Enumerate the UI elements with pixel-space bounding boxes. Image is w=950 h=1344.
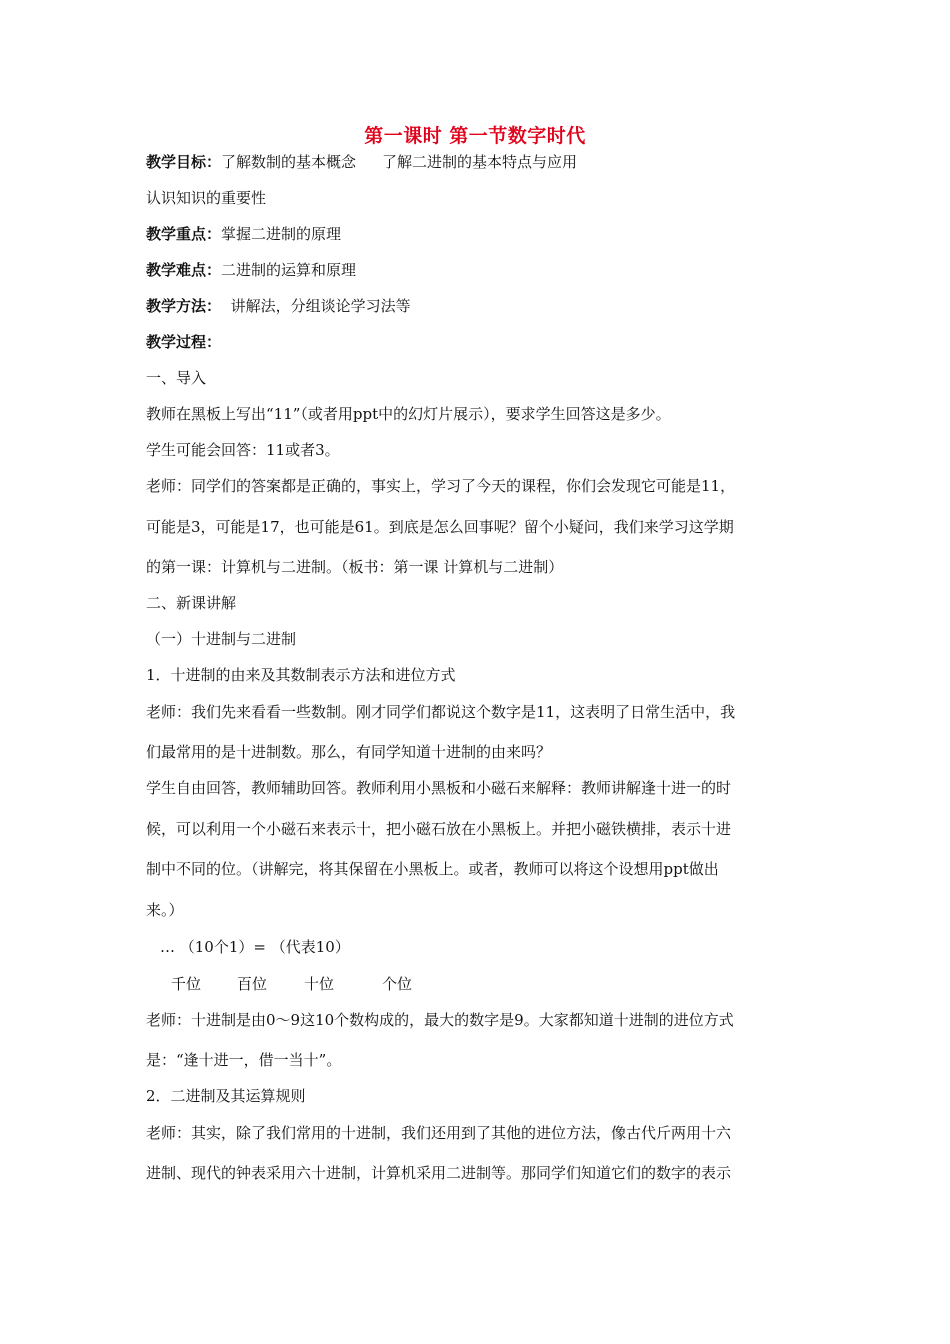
body-line: 学生自由回答，教师辅助回答。教师利用小黑板和小磁石来解释：教师讲解逢十进一的时 bbox=[146, 779, 732, 797]
difficulty-label: 教学难点： bbox=[146, 261, 222, 279]
place-label-thousands: 千位 bbox=[171, 975, 202, 993]
body-line: 二、新课讲解 bbox=[146, 594, 237, 612]
body-line: 进制、现代的钟表采用六十进制，计算机采用二进制等。那同学们知道它们的数字的表示 bbox=[146, 1164, 732, 1182]
body-line: 来。） bbox=[146, 901, 184, 919]
body-line: 教师在黑板上写出“11”（或者用ppt中的幻灯片展示），要求学生回答这是多少。 bbox=[146, 405, 671, 423]
place-label-hundreds: 百位 bbox=[237, 975, 268, 993]
body-line: 们最常用的是十进制数。那么，有同学知道十进制的由来吗？ bbox=[146, 743, 552, 761]
difficulty-text: 二进制的运算和原理 bbox=[221, 261, 357, 279]
magnet-equation: … （10个1）= （代表10） bbox=[160, 938, 350, 956]
body-line: 是：“逢十进一，借一当十”。 bbox=[146, 1051, 342, 1069]
body-line: 的第一课：计算机与二进制。（板书：第一课 计算机与二进制） bbox=[146, 558, 564, 576]
objectives-line bbox=[146, 152, 816, 172]
body-line: 可能是3，可能是17，也可能是61。到底是怎么回事呢？留个小疑问，我们来学习这学期 bbox=[146, 518, 734, 536]
focus-label: 教学重点： bbox=[146, 225, 222, 243]
method-label: 教学方法： bbox=[146, 297, 222, 315]
objectives-text-3: 认识知识的重要性 bbox=[146, 189, 267, 207]
place-label-tens: 十位 bbox=[304, 975, 335, 993]
process-label: 教学过程： bbox=[146, 333, 222, 351]
body-line: 制中不同的位。（讲解完，将其保留在小黑板上。或者，教师可以将这个设想用ppt做出 bbox=[146, 860, 719, 878]
body-line: 老师：十进制是由0～9这10个数构成的，最大的数字是9。大家都知道十进制的进位方式 bbox=[146, 1011, 734, 1029]
body-line: 一、导入 bbox=[146, 369, 207, 387]
body-line: 2．二进制及其运算规则 bbox=[146, 1087, 306, 1105]
focus-line bbox=[146, 224, 816, 244]
body-line: 老师：同学们的答案都是正确的，事实上，学习了今天的课程，你们会发现它可能是11， bbox=[146, 477, 736, 495]
place-label-ones: 个位 bbox=[382, 975, 413, 993]
body-line: 学生可能会回答：11或者3。 bbox=[146, 441, 340, 459]
body-line: 候，可以利用一个小磁石来表示十，把小磁石放在小黑板上。并把小磁铁横排，表示十进 bbox=[146, 820, 732, 838]
objectives-text-2: 了解二进制的基本特点与应用 bbox=[382, 153, 578, 171]
focus-text: 掌握二进制的原理 bbox=[221, 225, 342, 243]
difficulty-line bbox=[146, 260, 816, 280]
body-line: （一）十进制与二进制 bbox=[146, 630, 297, 648]
body-line: 老师：其实，除了我们常用的十进制，我们还用到了其他的进位方法，像古代斤两用十六 bbox=[146, 1124, 732, 1142]
page-title: 第一课时 第一节数字时代 bbox=[364, 125, 586, 147]
body-line: 老师：我们先来看看一些数制。刚才同学们都说这个数字是11，这表明了日常生活中，我 bbox=[146, 703, 736, 721]
method-line bbox=[146, 296, 816, 316]
body-line: 1．十进制的由来及其数制表示方法和进位方式 bbox=[146, 666, 456, 684]
method-text: 讲解法，分组谈论学习法等 bbox=[230, 297, 411, 315]
objectives-label: 教学目标： bbox=[146, 153, 222, 171]
objectives-text-1: 了解数制的基本概念 bbox=[221, 153, 357, 171]
